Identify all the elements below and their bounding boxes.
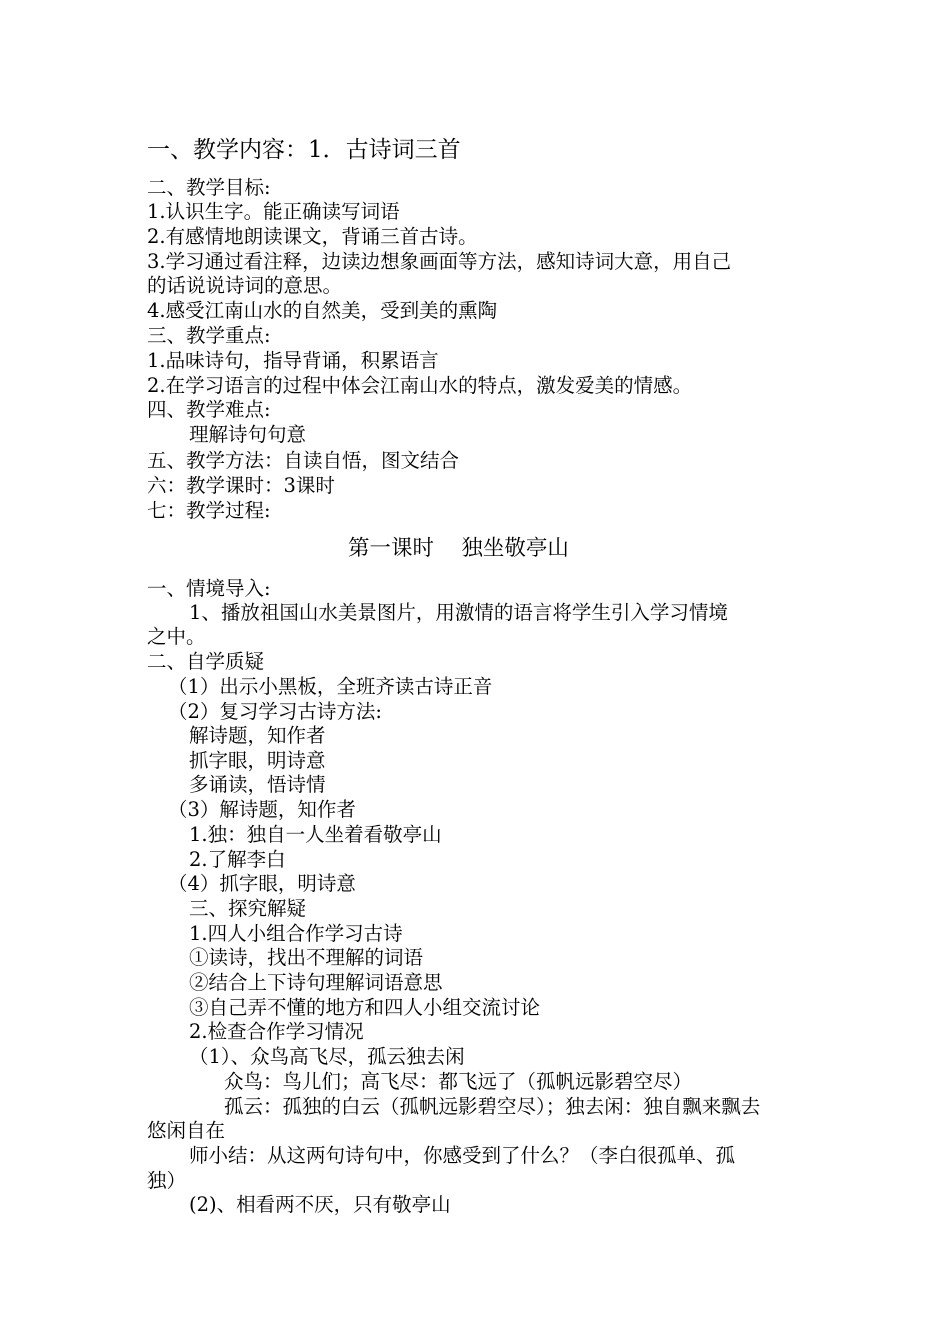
objective-item: 2.有感情地朗读课文，背诵三首古诗。 bbox=[147, 225, 478, 248]
poem-annotation: 孤云：孤独的白云（孤帆远影碧空尽）；独去闲：独自飘来飘去 bbox=[224, 1095, 761, 1118]
lesson-title: 第一课时 独坐敬亭山 bbox=[348, 536, 569, 561]
intro-text-continued: 之中。 bbox=[147, 625, 206, 648]
key-point-item: 2.在学习语言的过程中体会江南山水的特点，激发爱美的情感。 bbox=[147, 374, 693, 397]
section-intro-title: 一、情境导入: bbox=[147, 577, 271, 600]
teacher-summary: 师小结：从这两句诗句中，你感受到了什么？（李白很孤单、孤 bbox=[189, 1144, 736, 1167]
explore-subitem: ②结合上下诗句理解词语意思 bbox=[189, 971, 443, 994]
key-point-item: 1.品味诗句，指导背诵，积累语言 bbox=[147, 349, 439, 372]
self-study-step: （3）解诗题，知作者 bbox=[168, 798, 356, 821]
teacher-summary-continued: 独） bbox=[147, 1169, 187, 1192]
self-study-subitem: 2.了解李白 bbox=[189, 848, 286, 871]
explore-subitem: ①读诗，找出不理解的词语 bbox=[189, 946, 424, 969]
teaching-hours: 六：教学课时：3课时 bbox=[147, 474, 335, 497]
process-title: 七：教学过程: bbox=[147, 499, 271, 522]
self-study-subitem: 1.独：独自一人坐着看敬亭山 bbox=[189, 823, 442, 846]
section-self-study-title: 二、自学质疑 bbox=[147, 650, 265, 673]
teaching-method: 五、教学方法：自读自悟，图文结合 bbox=[147, 449, 460, 472]
key-points-title: 三、教学重点: bbox=[147, 324, 271, 347]
difficulty-title: 四、教学难点: bbox=[147, 398, 271, 421]
self-study-step: （4）抓字眼，明诗意 bbox=[168, 872, 356, 895]
method-item: 多诵读，悟诗情 bbox=[189, 773, 326, 796]
difficulty-content: 理解诗句句意 bbox=[189, 423, 307, 446]
explore-step: 2.检查合作学习情况 bbox=[189, 1020, 364, 1043]
poem-annotation-continued: 悠闲自在 bbox=[147, 1119, 226, 1142]
method-item: 解诗题，知作者 bbox=[189, 724, 326, 747]
explore-step: 1.四人小组合作学习古诗 bbox=[189, 922, 403, 945]
method-item: 抓字眼，明诗意 bbox=[189, 749, 326, 772]
intro-text: 1、播放祖国山水美景图片，用激情的语言将学生引入学习情境 bbox=[189, 601, 728, 624]
objective-item-continued: 的话说说诗词的意思。 bbox=[147, 274, 343, 297]
objective-item: 4.感受江南山水的自然美，受到美的熏陶 bbox=[147, 299, 498, 322]
lesson-content-heading: 一、教学内容：1．古诗词三首 bbox=[147, 137, 461, 163]
poem-annotation: 众鸟：鸟儿们；高飞尽：都飞远了（孤帆远影碧空尽） bbox=[224, 1070, 693, 1093]
self-study-step: （2）复习学习古诗方法: bbox=[168, 700, 382, 723]
objective-item: 3.学习通过看注释，边读边想象画面等方法，感知诗词大意，用自己 bbox=[147, 250, 732, 273]
self-study-step: （1）出示小黑板，全班齐读古诗正音 bbox=[168, 675, 493, 698]
section-explore-title: 三、探究解疑 bbox=[189, 897, 307, 920]
poem-line: （1）、众鸟高飞尽，孤云独去闲 bbox=[189, 1045, 465, 1068]
objective-item: 1.认识生字。能正确读写词语 bbox=[147, 200, 400, 223]
explore-subitem: ③自己弄不懂的地方和四人小组交流讨论 bbox=[189, 996, 541, 1019]
poem-line: (2)、相看两不厌，只有敬亭山 bbox=[189, 1193, 451, 1216]
objectives-title: 二、教学目标: bbox=[147, 176, 271, 199]
